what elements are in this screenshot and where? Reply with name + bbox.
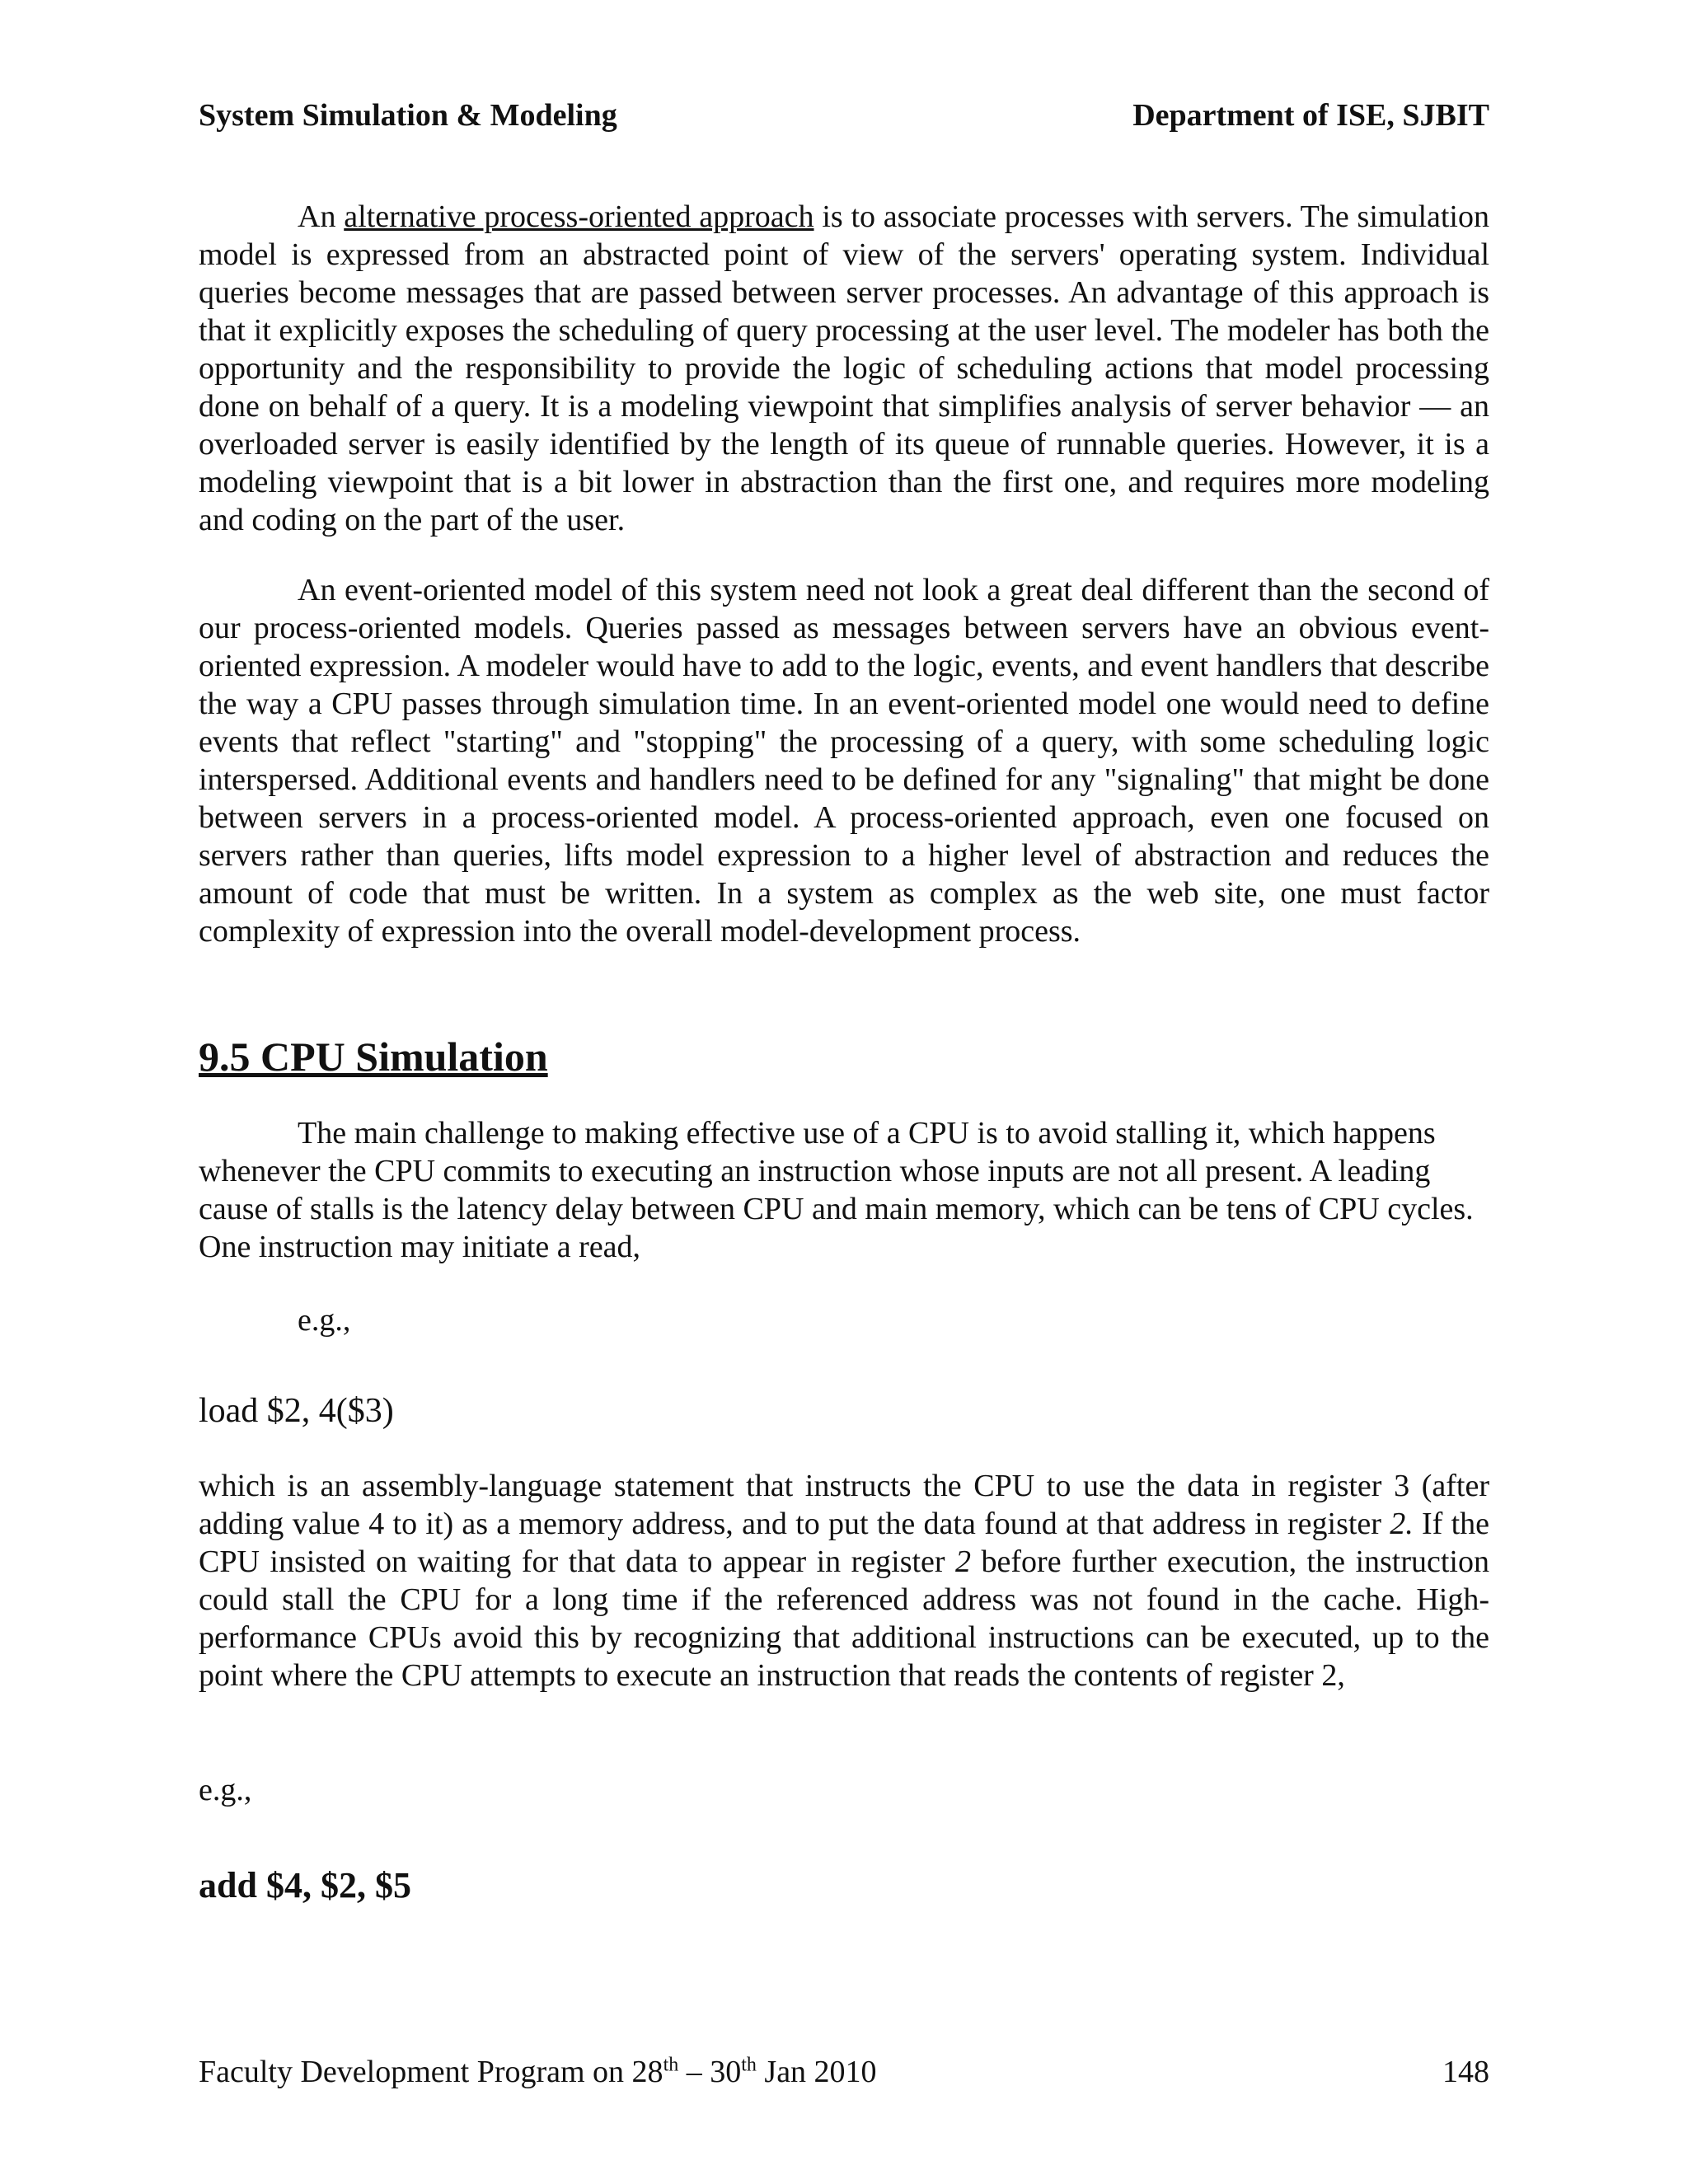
footer-sup-1: th bbox=[663, 2054, 679, 2076]
example-label-1: e.g., bbox=[298, 1303, 351, 1338]
para1-rest: is to associate processes with servers. The simulation model is expressed from an abstracted point of view of the servers' operating system. Individual queries become messages that are passed between server processes. An advantage of this approach is that it explicitly exposes the scheduling of query processing at the user level. The modeler has both the opportunity and the responsibility to provide the logic of scheduling actions that model processing done on behalf of a query. It is a modeling viewpoint that simplifies analysis of server behavior — an overloaded server is easily identified by the length of its queue of runnable queries. However, it is a modeling viewpoint that is a bit lower in abstraction than the first one, and requires more modeling and coding on the part of the user. bbox=[199, 199, 1489, 537]
para4-italic-2: 2 bbox=[955, 1544, 972, 1579]
para4-part-a: which is an assembly-language statement that instructs the CPU to use the data in register 3 (after adding value 4 to it) as a memory address, and to put the data found at that address in register bbox=[199, 1469, 1489, 1541]
paragraph-event-oriented-model: An event-oriented model of this system need not look a great deal different than the second of our process-oriented models. Queries passed as messages between servers have an obvious event-oriented expression. A modeler would have to add to the logic, events, and event handlers that describe the way a CPU passes through simulation time. In an event-oriented model one would need to define events that reflect "starting" and "stopping" the processing of a query, with some scheduling logic interspersed. Additional events and handlers need to be defined for any "signaling" that might be done between servers in a process-oriented model. A process-oriented approach, even one focused on servers rather than queries, lifts model expression to a higher level of abstraction and reduces the amount of code that must be written. In a system as complex as the web site, one must factor complexity of expression into the overall model-development process. bbox=[199, 573, 1489, 949]
page-header bbox=[199, 97, 1489, 138]
para1-lead: An bbox=[298, 199, 345, 234]
footer-program-text bbox=[199, 2054, 877, 2090]
footer-text-1: Faculty Development Program on 28 bbox=[199, 2055, 663, 2089]
footer-sup-2: th bbox=[741, 2054, 757, 2076]
header-department: Department of ISE, SJBIT bbox=[1132, 98, 1489, 133]
code-load-instruction: load $2, 4($3) bbox=[199, 1392, 394, 1430]
page-footer bbox=[199, 2054, 1489, 2095]
para1-underlined-term: alternative process-oriented approach bbox=[344, 199, 814, 234]
page-number: 148 bbox=[1442, 2055, 1489, 2089]
code-add-instruction: add $4, $2, $5 bbox=[199, 1865, 411, 1905]
para4-italic-1: 2. bbox=[1390, 1507, 1414, 1541]
paragraph-cpu-challenge: The main challenge to making effective use of a CPU is to avoid stalling it, which happens whenever the CPU commits to executing an instruction whose inputs are not all present. A leading cause of stalls is the latency delay between CPU and main memory, which can be tens of CPU cycles. One instruction may initiate a read, bbox=[199, 1116, 1474, 1264]
footer-text-3: Jan 2010 bbox=[756, 2055, 877, 2089]
para4-part-b: If the CPU insisted on waiting for that data to appear in register bbox=[199, 1507, 1490, 1579]
section-heading: 9.5 CPU Simulation bbox=[199, 1033, 548, 1080]
paragraph-assembly-explanation bbox=[199, 1467, 1489, 1694]
example-label-2: e.g., bbox=[199, 1773, 252, 1807]
header-course-title: System Simulation & Modeling bbox=[199, 98, 617, 133]
para4-part-c: before further execution, the instruction could stall the CPU for a long time if the referenced address was not found in the cache. High-performance CPUs avoid this by recognizing that additional instructions can be executed, up to the point where the CPU attempts to execute an instruction that reads the contents of register 2, bbox=[199, 1544, 1489, 1693]
paragraph-process-servers bbox=[199, 198, 1489, 539]
footer-text-2: – 30 bbox=[678, 2055, 742, 2089]
